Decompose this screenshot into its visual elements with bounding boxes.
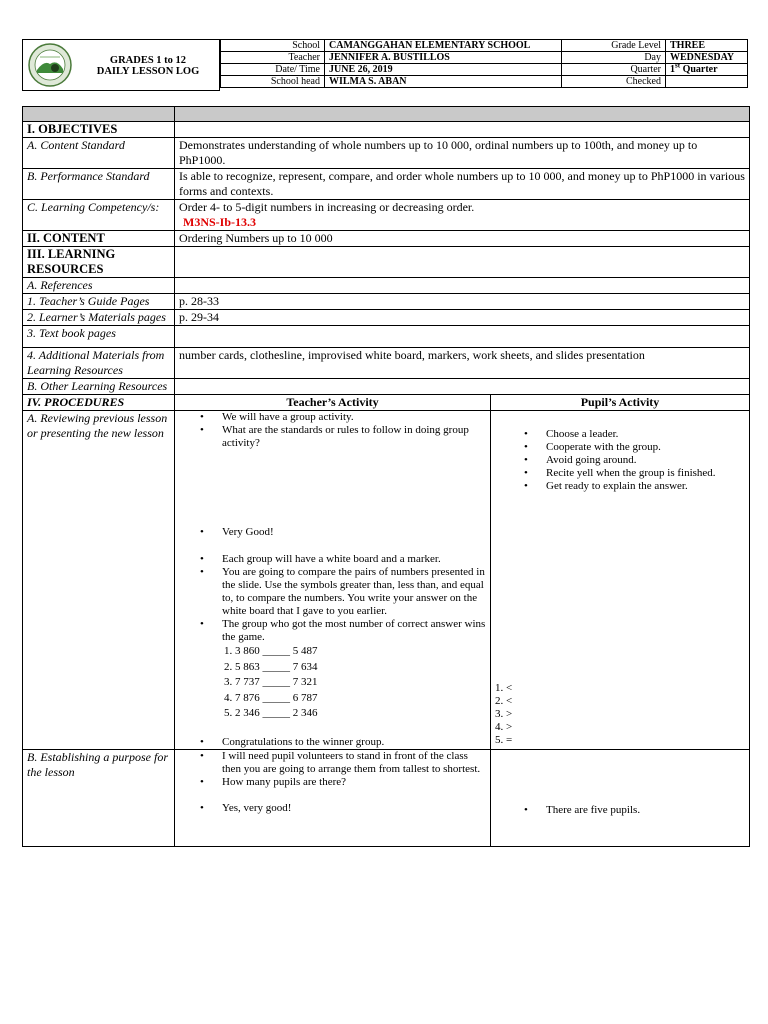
school-head-label: School head (221, 76, 325, 88)
learners-materials-label: 2. Learner’s Materials pages (23, 310, 175, 326)
teachers-guide-label: 1. Teacher’s Guide Pages (23, 294, 175, 310)
list-item: • Get ready to explain the answer. (546, 480, 745, 493)
procedure-b-label: B. Establishing a purpose for the lesson (23, 749, 175, 846)
additional-materials-value: number cards, clothesline, improvised white board, markers, work sheets, and slides presentation (175, 348, 750, 379)
title-line-2: DAILY LESSON LOG (96, 66, 200, 77)
list-item: • You are going to compare the pairs of numbers presented in the slide. Use the symbols greater than, less than, and equal to, to compare the numbers. You write your answer on the white board that I gave to you earlier. (222, 566, 486, 618)
comparison-item: 3. 7 737 _____ 7 321 (224, 676, 318, 688)
a-teacher-list-2 (179, 526, 486, 539)
answer-item: 1. < (495, 682, 513, 694)
a-teacher-list-1 (179, 411, 486, 450)
competency-cell (175, 200, 750, 231)
procedure-a-label: A. Reviewing previous lesson or presenting the new lesson (23, 411, 175, 750)
other-resources-label: B. Other Learning Resources (23, 379, 175, 395)
header-title (75, 55, 221, 77)
b-pupil-list (495, 804, 745, 817)
references-blank (175, 278, 750, 294)
competency-text: Order 4- to 5-digit numbers in increasing or decreasing order. (179, 200, 475, 214)
list-item: • Each group will have a white board and a marker. (222, 553, 486, 566)
checked-label: Checked (562, 76, 666, 88)
list-item: • I will need pupil volunteers to stand in front of the class then you are going to arrange them from tallest to shortest. (222, 750, 486, 776)
school-head-value: WILMA S. ABAN (325, 76, 562, 88)
resources-blank (175, 247, 750, 278)
pupil-activity-header: Pupil’s Activity (491, 395, 750, 411)
other-resources-value (175, 379, 750, 395)
answer-list (495, 682, 745, 747)
day-value: WEDNESDAY (666, 52, 748, 64)
shaded-header-right (175, 107, 750, 122)
lesson-table (22, 106, 750, 847)
procedures-title: IV. PROCEDURES (23, 395, 175, 411)
competency-code: M3NS-Ib-13.3 (183, 215, 257, 229)
textbook-label: 3. Text book pages (23, 326, 175, 348)
quarter-number: 1 (670, 64, 675, 75)
list-item: • Very Good! (222, 526, 486, 539)
grade-value: THREE (666, 40, 748, 52)
answer-item: 2. < (495, 695, 513, 707)
day-label: Day (562, 52, 666, 64)
objectives-blank (175, 122, 750, 138)
textbook-value (175, 326, 750, 348)
comparison-item: 1. 3 860 _____ 5 487 (224, 645, 318, 657)
objectives-title: I. OBJECTIVES (23, 122, 175, 138)
quarter-suffix: st (675, 63, 681, 70)
additional-materials-label: 4. Additional Materials from Learning Resources (23, 348, 175, 379)
list-item: • We will have a group activity. (222, 411, 486, 424)
procedure-b-teacher (175, 749, 491, 846)
a-pupil-list (495, 428, 745, 493)
content-standard-label: A. Content Standard (23, 138, 175, 169)
list-item: • Recite yell when the group is finished. (546, 467, 745, 480)
shaded-header-left (23, 107, 175, 122)
header-title-box (22, 39, 220, 91)
comparison-item: 5. 2 346 _____ 2 346 (224, 707, 318, 719)
answer-item: 4. > (495, 721, 513, 733)
quarter-label: Quarter (562, 64, 666, 76)
a-teacher-list-4 (179, 736, 486, 749)
date-label: Date/ Time (221, 64, 325, 76)
b-teacher-list-2 (179, 802, 486, 815)
list-item: • What are the standards or rules to follow in doing group activity? (222, 424, 486, 450)
quarter-value (666, 64, 748, 76)
performance-standard-label: B. Performance Standard (23, 169, 175, 200)
list-item: • Choose a leader. (546, 428, 745, 441)
a-teacher-list-3 (179, 553, 486, 644)
b-teacher-list (179, 750, 486, 789)
header-info-table (220, 39, 748, 88)
school-label: School (221, 40, 325, 52)
title-line-1: GRADES 1 to 12 (109, 55, 187, 66)
school-value: CAMANGGAHAN ELEMENTARY SCHOOL (325, 40, 562, 52)
list-item: • Cooperate with the group. (546, 441, 745, 454)
list-item: • How many pupils are there? (222, 776, 486, 789)
comparison-item: 2. 5 863 _____ 7 634 (224, 660, 318, 673)
comparison-items (179, 644, 486, 722)
date-value: JUNE 26, 2019 (325, 64, 562, 76)
list-item: • Congratulations to the winner group. (222, 736, 486, 749)
teacher-label: Teacher (221, 52, 325, 64)
teacher-activity-header: Teacher’s Activity (175, 395, 491, 411)
list-item: • The group who got the most number of correct answer wins the game. (222, 618, 486, 644)
procedure-b-pupil (491, 749, 750, 846)
answer-item: 5. = (495, 734, 513, 746)
competency-label: C. Learning Competency/s: (23, 200, 175, 231)
procedure-a-pupil (491, 411, 750, 750)
content-title: II. CONTENT (23, 231, 175, 247)
answer-item: 3. > (495, 708, 513, 720)
list-item: • There are five pupils. (546, 804, 745, 817)
checked-value (666, 76, 748, 88)
comparison-item: 4. 7 876 _____ 6 787 (224, 691, 318, 704)
resources-title: III. LEARNING RESOURCES (23, 247, 175, 278)
list-item: • Yes, very good! (222, 802, 486, 815)
quarter-word: Quarter (682, 64, 718, 75)
deped-seal-icon (28, 43, 72, 87)
teacher-value: JENNIFER A. BUSTILLOS (325, 52, 562, 64)
content-text: Ordering Numbers up to 10 000 (175, 231, 750, 247)
list-item: • Avoid going around. (546, 454, 745, 467)
procedure-a-teacher (175, 411, 491, 750)
teachers-guide-value: p. 28-33 (175, 294, 750, 310)
content-standard-text: Demonstrates understanding of whole numbers up to 10 000, ordinal numbers up to 100th, and money up to PhP1000. (175, 138, 750, 169)
learners-materials-value: p. 29-34 (175, 310, 750, 326)
performance-standard-text: Is able to recognize, represent, compare, and order whole numbers up to 10 000, and money up to PhP1000 in various forms and contexts. (175, 169, 750, 200)
references-label: A. References (23, 278, 175, 294)
grade-label: Grade Level (562, 40, 666, 52)
